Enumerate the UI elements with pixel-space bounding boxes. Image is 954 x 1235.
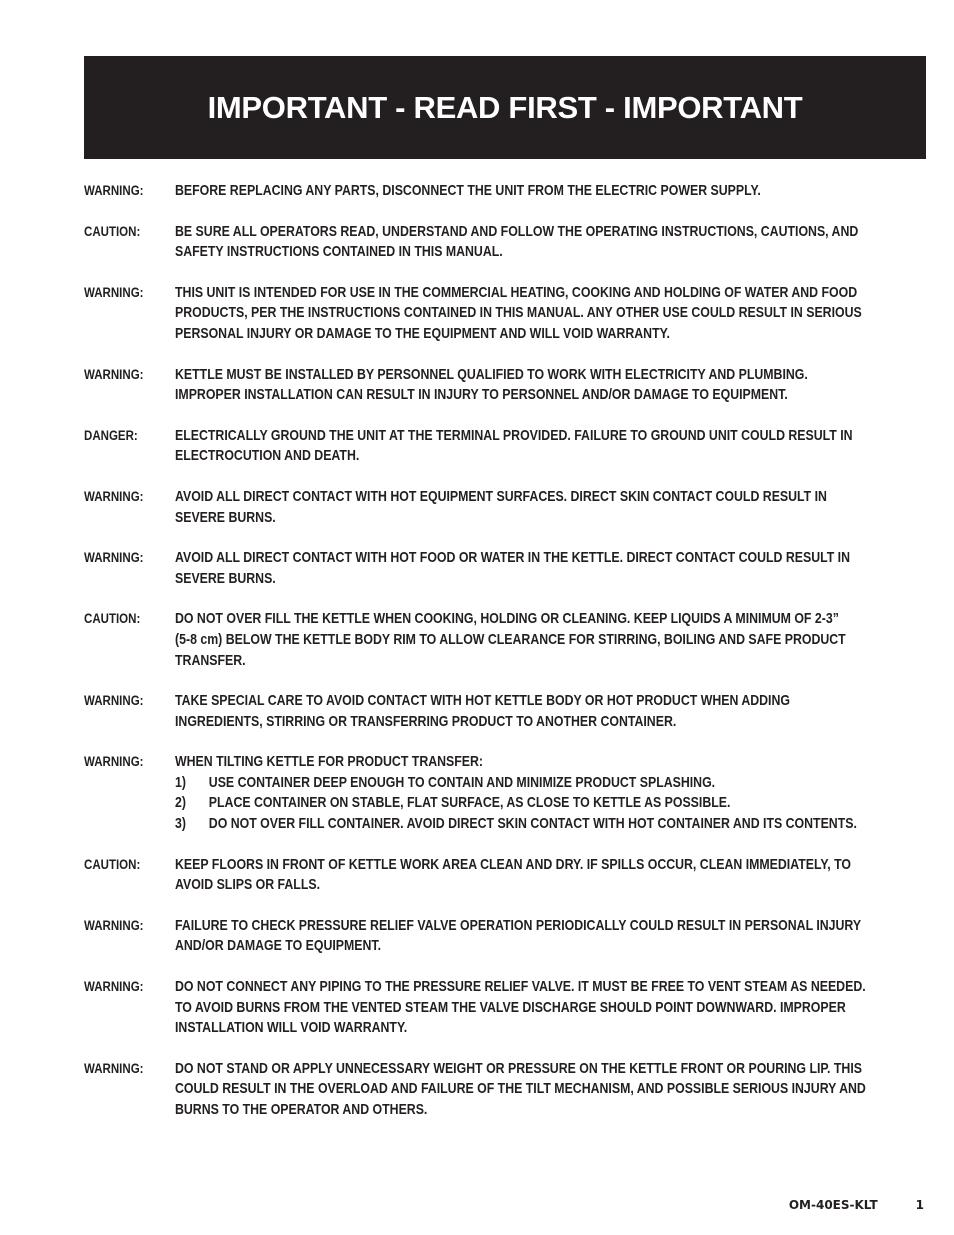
notice-line: DO NOT OVER FILL THE KETTLE WHEN COOKING, HOLDING OR CLEANING. KEEP LIQUIDS A MINIMUM OF 2-3”	[175, 611, 839, 628]
notice-item	[84, 283, 932, 345]
notice-body	[175, 487, 932, 528]
notice-text	[175, 222, 923, 263]
notice-text	[175, 691, 923, 732]
notice-body	[175, 977, 932, 1039]
notice-text	[175, 548, 923, 589]
notice-line: PERSONAL INJURY OR DAMAGE TO THE EQUIPMENT AND WILL VOID WARRANTY.	[175, 325, 670, 342]
notice-body	[175, 916, 932, 957]
header-banner	[84, 56, 926, 159]
notice-line: TRANSFER.	[175, 652, 246, 669]
notice-line: SAFETY INSTRUCTIONS CONTAINED IN THIS MANUAL.	[175, 244, 503, 261]
notice-item	[84, 855, 932, 896]
notice-text	[175, 1059, 923, 1121]
notice-text	[175, 365, 923, 406]
step-number: 3)	[175, 816, 186, 833]
step-number: 2)	[175, 795, 186, 812]
notice-item	[84, 609, 932, 671]
step-text: PLACE CONTAINER ON STABLE, FLAT SURFACE, AS CLOSE TO KETTLE AS POSSIBLE.	[208, 795, 731, 812]
notice-body	[175, 691, 932, 732]
notice-line: INSTALLATION WILL VOID WARRANTY.	[175, 1020, 408, 1037]
notice-text	[175, 487, 923, 528]
notice-body	[175, 365, 932, 406]
notice-body	[175, 426, 932, 467]
notice-line: THIS UNIT IS INTENDED FOR USE IN THE COMMERCIAL HEATING, COOKING AND HOLDING OF WATER AND FOOD	[175, 284, 858, 301]
notice-label: WARNING:	[84, 488, 144, 504]
notice-line: TO AVOID BURNS FROM THE VENTED STEAM THE VALVE DISCHARGE SHOULD POINT DOWNWARD. IMPROPER	[175, 999, 846, 1016]
notice-line: KEEP FLOORS IN FRONT OF KETTLE WORK AREA CLEAN AND DRY. IF SPILLS OCCUR, CLEAN IMMEDIATELY, TO	[175, 856, 851, 873]
notice-text	[175, 916, 923, 957]
step-text: DO NOT OVER FILL CONTAINER. AVOID DIRECT SKIN CONTACT WITH HOT CONTAINER AND ITS CONTENTS.	[208, 816, 857, 833]
notice-label: WARNING:	[84, 917, 144, 933]
notice-body	[175, 548, 932, 589]
notice-text	[175, 752, 923, 834]
notice-label: WARNING:	[84, 183, 144, 198]
notice-item	[84, 487, 932, 528]
notice-label: CAUTION:	[84, 223, 141, 239]
notice-text	[175, 609, 923, 671]
notice-label: CAUTION:	[84, 856, 141, 872]
notice-line: DO NOT CONNECT ANY PIPING TO THE PRESSURE RELIEF VALVE. IT MUST BE FREE TO VENT STEAM AS NEEDED.	[175, 979, 866, 996]
document-code: OM-40ES-KLT	[788, 1198, 878, 1212]
notice-line: AVOID ALL DIRECT CONTACT WITH HOT FOOD OR WATER IN THE KETTLE. DIRECT CONTACT COULD RESULT IN	[175, 550, 851, 567]
notice-line: DO NOT STAND OR APPLY UNNECESSARY WEIGHT OR PRESSURE ON THE KETTLE FRONT OR POURING LIP. THIS	[175, 1060, 862, 1077]
notice-item	[84, 691, 932, 732]
notice-line: ELECTROCUTION AND DEATH.	[175, 448, 360, 465]
notice-body	[175, 609, 932, 671]
notice-line: AVOID SLIPS OR FALLS.	[175, 877, 321, 894]
notice-list	[84, 181, 932, 1141]
page-title: IMPORTANT - READ FIRST - IMPORTANT	[207, 89, 803, 125]
notice-line: SEVERE BURNS.	[175, 570, 276, 587]
notice-label: WARNING:	[84, 284, 144, 300]
notice-item	[84, 548, 932, 589]
page-footer	[789, 1198, 924, 1212]
notice-item	[84, 752, 932, 834]
notice-label: WARNING:	[84, 1060, 144, 1076]
notice-line: BE SURE ALL OPERATORS READ, UNDERSTAND AND FOLLOW THE OPERATING INSTRUCTIONS, CAUTIONS, AND	[175, 223, 859, 240]
notice-item	[84, 426, 932, 467]
step-number: 1)	[175, 774, 186, 791]
notice-step	[175, 814, 923, 835]
notice-line: BURNS TO THE OPERATOR AND OTHERS.	[175, 1102, 428, 1118]
notice-line: BEFORE REPLACING ANY PARTS, DISCONNECT THE UNIT FROM THE ELECTRIC POWER SUPPLY.	[175, 183, 761, 199]
notice-text	[175, 855, 923, 896]
notice-line: SEVERE BURNS.	[175, 509, 276, 526]
notice-item	[84, 1059, 932, 1121]
notice-body	[175, 283, 932, 345]
notice-line: ELECTRICALLY GROUND THE UNIT AT THE TERMINAL PROVIDED. FAILURE TO GROUND UNIT COULD RESULT IN	[175, 427, 853, 444]
notice-line: COULD RESULT IN THE OVERLOAD AND FAILURE OF THE TILT MECHANISM, AND POSSIBLE SERIOUS INJURY AND	[175, 1081, 866, 1098]
notice-body	[175, 222, 932, 263]
notice-label: WARNING:	[84, 754, 144, 770]
notice-label: WARNING:	[84, 979, 144, 995]
notice-item	[84, 977, 932, 1039]
notice-text	[175, 426, 923, 467]
notice-step	[175, 773, 923, 794]
notice-label: DANGER:	[84, 427, 138, 443]
notice-item	[84, 365, 932, 406]
notice-body	[175, 752, 932, 834]
notice-body	[175, 1059, 932, 1121]
notice-label: CAUTION:	[84, 611, 141, 627]
notice-line: WHEN TILTING KETTLE FOR PRODUCT TRANSFER:	[175, 754, 484, 771]
notice-label: WARNING:	[84, 693, 144, 709]
notice-body	[175, 181, 932, 202]
page-number: 1	[915, 1198, 924, 1212]
notice-item	[84, 222, 932, 263]
notice-label: WARNING:	[84, 366, 144, 382]
notice-label: WARNING:	[84, 550, 144, 566]
notice-line: TAKE SPECIAL CARE TO AVOID CONTACT WITH HOT KETTLE BODY OR HOT PRODUCT WHEN ADDING	[175, 693, 790, 710]
notice-text	[175, 977, 923, 1039]
notice-line: FAILURE TO CHECK PRESSURE RELIEF VALVE OPERATION PERIODICALLY COULD RESULT IN PERSONAL INJURY	[175, 917, 862, 934]
notice-text	[175, 283, 923, 345]
notice-item	[84, 181, 932, 202]
notice-line: AND/OR DAMAGE TO EQUIPMENT.	[175, 938, 382, 955]
notice-line: PRODUCTS, PER THE INSTRUCTIONS CONTAINED IN THIS MANUAL. ANY OTHER USE COULD RESULT IN SERIOUS	[175, 305, 862, 322]
notice-line: INGREDIENTS, STIRRING OR TRANSFERRING PRODUCT TO ANOTHER CONTAINER.	[175, 713, 677, 730]
notice-line: IMPROPER INSTALLATION CAN RESULT IN INJURY TO PERSONNEL AND/OR DAMAGE TO EQUIPMENT.	[175, 387, 788, 404]
notice-item	[84, 916, 932, 957]
notice-step	[175, 793, 923, 814]
step-text: USE CONTAINER DEEP ENOUGH TO CONTAIN AND MINIMIZE PRODUCT SPLASHING.	[208, 774, 716, 791]
notice-body	[175, 855, 932, 896]
notice-line: KETTLE MUST BE INSTALLED BY PERSONNEL QUALIFIED TO WORK WITH ELECTRICITY AND PLUMBING.	[175, 366, 808, 383]
notice-line: AVOID ALL DIRECT CONTACT WITH HOT EQUIPMENT SURFACES. DIRECT SKIN CONTACT COULD RESULT IN	[175, 488, 827, 505]
notice-text	[175, 181, 923, 202]
notice-line: (5-8 cm) BELOW THE KETTLE BODY RIM TO ALLOW CLEARANCE FOR STIRRING, BOILING AND SAFE PRODUCT	[175, 631, 846, 648]
